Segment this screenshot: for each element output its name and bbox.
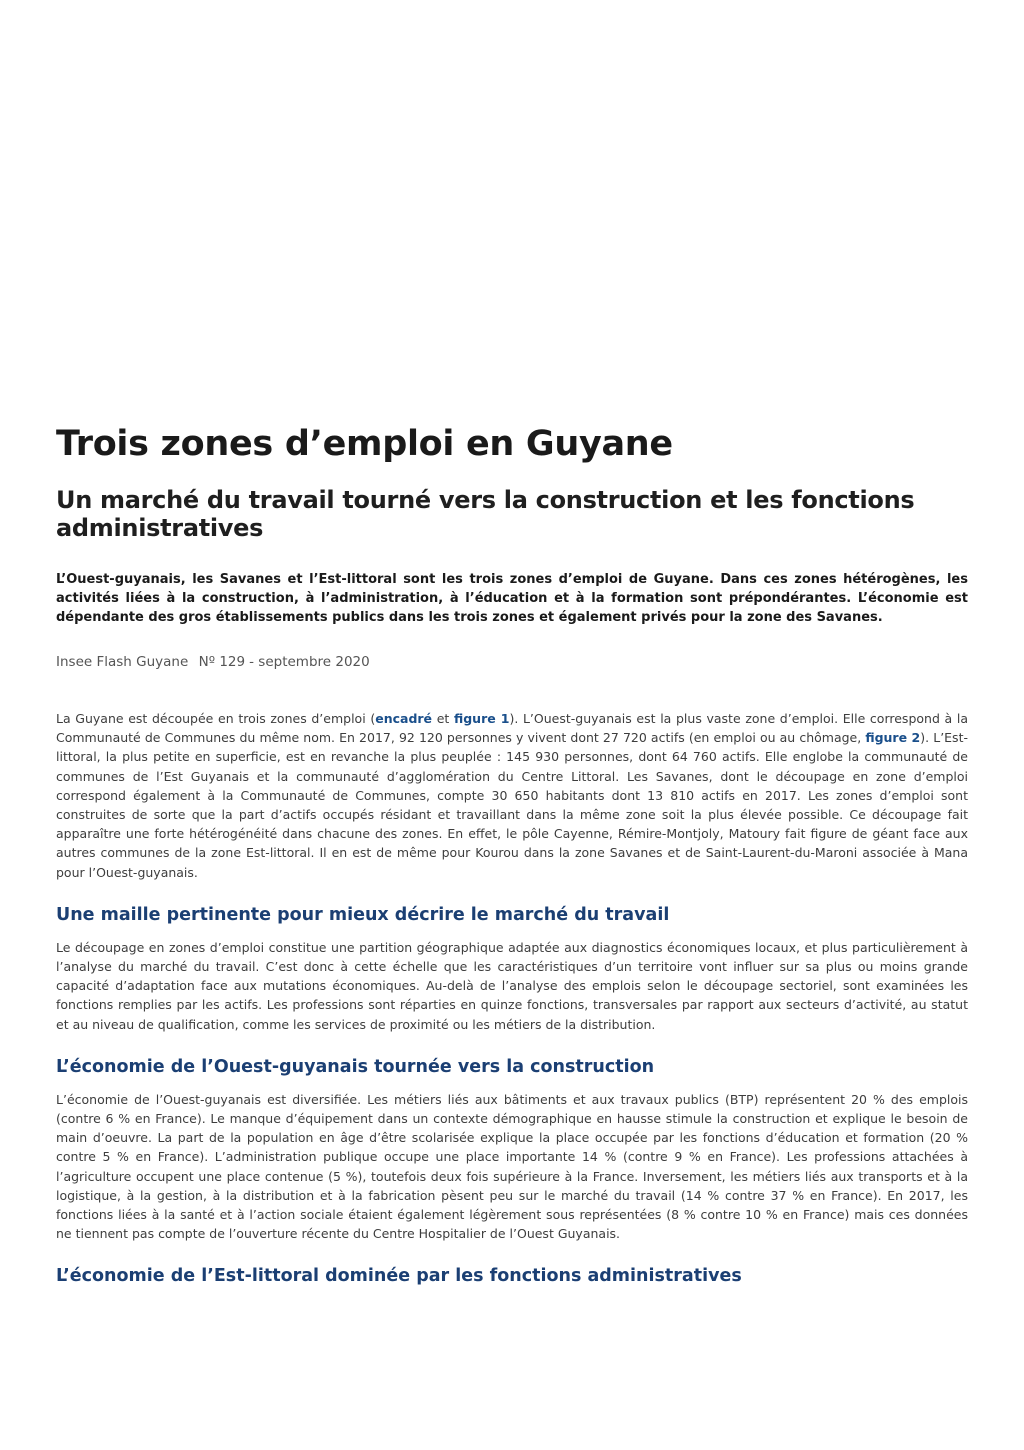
intro-text-2: et bbox=[432, 711, 454, 726]
intro-text-4: ). L’Est-littoral, la plus petite en superficie, est en revanche la plus peuplée : 145 930 personnes, dont 64 760 actifs. Elle englobe la communauté de communes de l’Est Guyanais et la communauté d’agglomération du Centre Littoral. Les Savanes, dont le découpage en zone d’emploi correspond également à la Communauté de Communes, compte 30 650 habitants dont 13 810 actifs en 2017. Les zones d’emploi sont construites de sorte que la part d’actifs occupés résidant et travaillant dans la même zone soit la plus élevée possible. Ce découpage fait apparaître une forte hétérogénéité dans chacune des zones. En effet, le pôle Cayenne, Rémire-Montjoly, Matoury fait figure de géant face aux autres communes de la zone Est-littoral. Il en est de même pour Kourou dans la zone Savanes et de Saint-Laurent-du-Maroni associée à Mana pour l’Ouest-guyanais. bbox=[56, 730, 968, 880]
page-title: Trois zones d’emploi en Guyane bbox=[56, 424, 673, 464]
section-heading-ouest: L’économie de l’Ouest-guyanais tournée vers la construction bbox=[56, 1056, 655, 1077]
article-summary: L’Ouest-guyanais, les Savanes et l’Est-littoral sont les trois zones d’emploi de Guyane. Dans ces zones hétérogènes, les activités liées à la construction, à l’administration, à l’éducation et à la formation sont prépondérantes. L’économie est dépendante des gros établissements publics dans les trois zones et également privés pour la zone des Savanes. bbox=[56, 572, 968, 625]
section-heading-maille: Une maille pertinente pour mieux décrire le marché du travail bbox=[56, 904, 670, 925]
link-figure-2[interactable]: figure 2 bbox=[865, 730, 921, 746]
link-figure-1[interactable]: figure 1 bbox=[453, 711, 510, 726]
intro-text-3: ). L’Ouest-guyanais est la plus vaste zone d’emploi. Elle correspond à la Communauté de Communes du même nom. En 2017, 92 120 personnes y vivent dont 27 720 actifs (en emploi ou au chômage, bbox=[56, 711, 968, 746]
publication-number: Nº 129 bbox=[198, 654, 246, 670]
publication-info bbox=[56, 653, 968, 671]
publication-name: Insee Flash Guyane bbox=[56, 654, 189, 670]
link-encadre[interactable]: encadré bbox=[375, 711, 433, 726]
intro-text-1: La Guyane est découpée en trois zones d’emploi ( bbox=[56, 711, 376, 726]
article bbox=[56, 422, 968, 1299]
section-heading-est: L’économie de l’Est-littoral dominée par les fonctions administratives bbox=[56, 1266, 742, 1287]
section-text-maille: Le découpage en zones d’emploi constitue une partition géographique adaptée aux diagnostics économiques locaux, et plus particulièrement à l’analyse du marché du travail. C’est donc à cette échelle que les caractéristiques d’un territoire vont influer sur sa plus ou moins grande capacité d’adaptation face aux mutations économiques. Au-delà de l’analyse des emplois selon le découpage sectoriel, sont examinées les fonctions remplies par les actifs. Les professions sont réparties en quinze fonctions, transversales par rapport aux secteurs d’activité, au statut et au niveau de qualification, comme les services de proximité ou les métiers de la distribution. bbox=[56, 939, 968, 1032]
intro-paragraph bbox=[56, 709, 968, 882]
section-text-ouest: L’économie de l’Ouest-guyanais est diversifiée. Les métiers liés aux bâtiments et aux travaux publics (BTP) représentent 20 % des emplois (contre 6 % en France). Le manque d’équipement dans un contexte démographique en hausse stimule la construction et explique le besoin de main d’oeuvre. La part de la population en âge d’être scolarisée explique la place occupée par les fonctions d’éducation et formation (20 % contre 5 % en France). L’administration publique occupe une place importante 14 % (contre 9 % en France). Les professions attachées à l’agriculture occupent une place contenue (5 %), toutefois deux fois supérieure à la France. Inversement, les métiers liés aux transports et à la logistique, à la gestion, à la distribution et à la fabrication pèsent peu sur le marché du travail (14 % contre 37 % en France). En 2017, les fonctions liées à la santé et à l’action sociale étaient également légèrement sous représentées (8 % contre 10 % en France) mais ces données ne tiennent pas compte de l’ouverture récente du Centre Hospitalier de l’Ouest Guyanais. bbox=[56, 1091, 968, 1242]
page-subtitle: Un marché du travail tourné vers la construction et les fonctions administratives bbox=[56, 486, 915, 542]
publication-date: - septembre 2020 bbox=[249, 654, 370, 670]
